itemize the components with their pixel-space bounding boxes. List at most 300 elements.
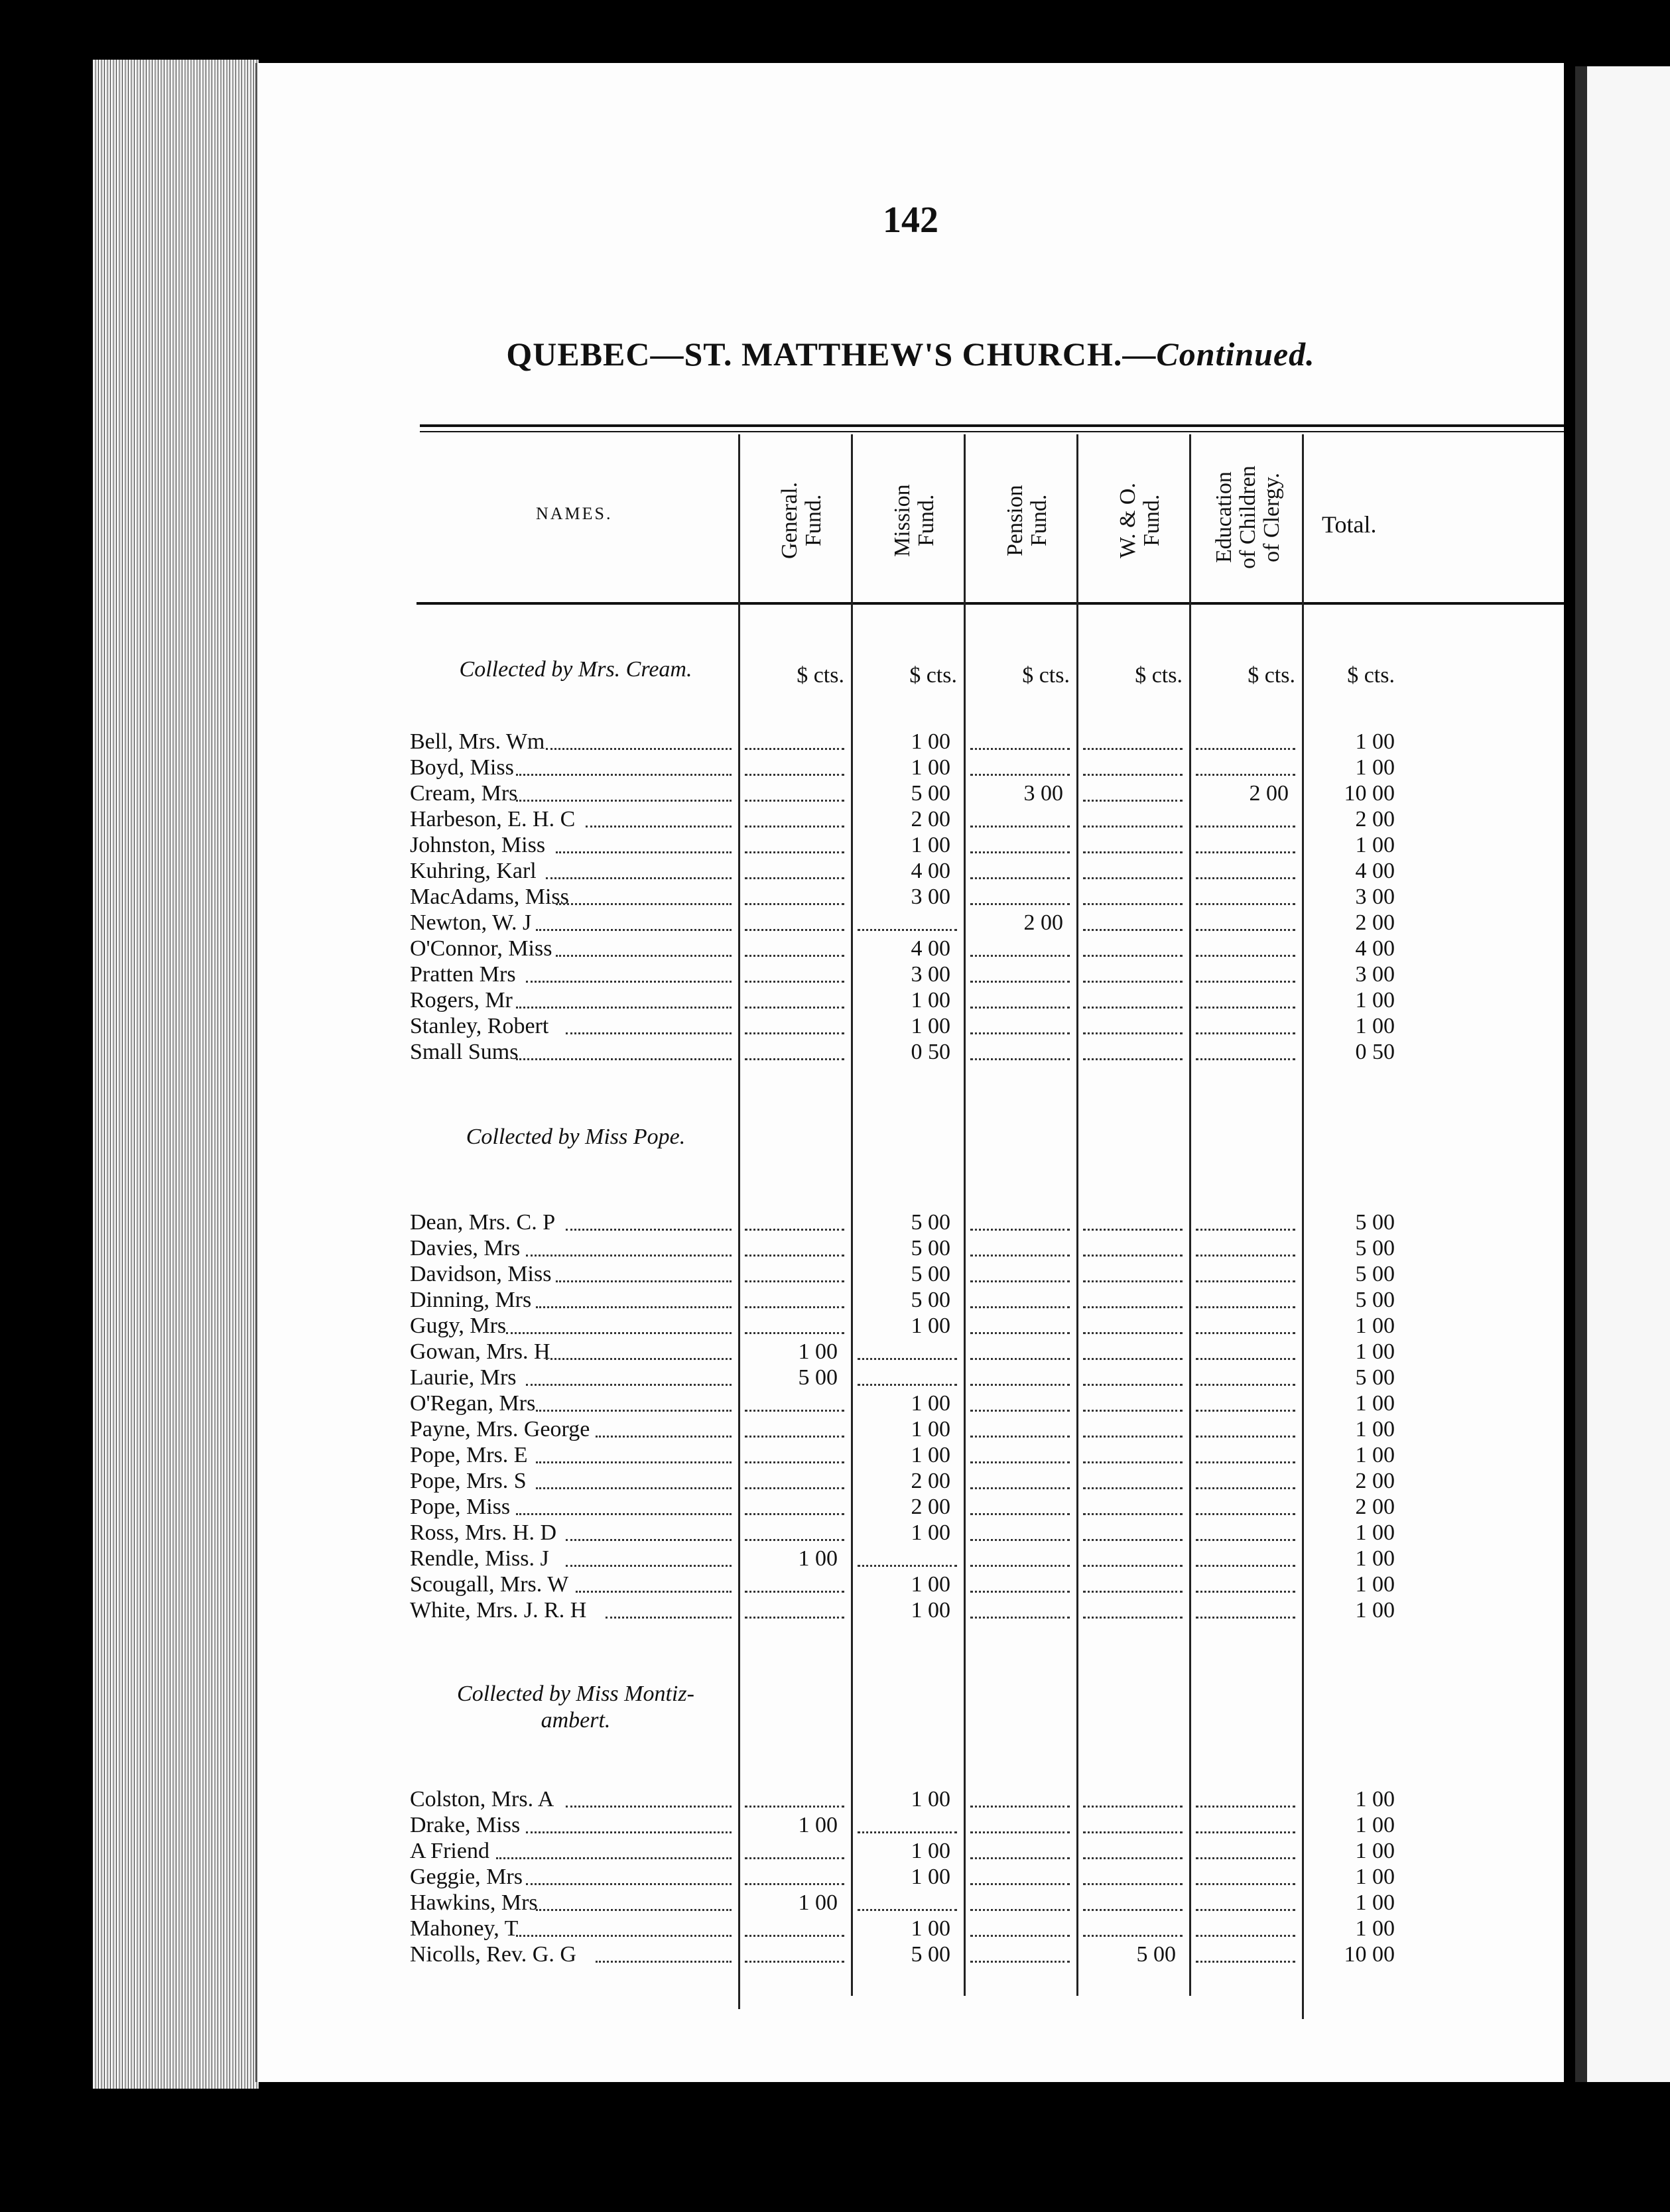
amount-mission: 5 00: [911, 1210, 950, 1235]
collector-label: Collected by Miss Pope.: [466, 1125, 686, 1149]
dot-leader: [745, 755, 844, 776]
contributor-name: Small Sums: [410, 1040, 519, 1064]
amount-mission: 4 00: [911, 859, 950, 883]
contributor-name: Colston, Mrs. A: [410, 1787, 554, 1812]
dot-leader: [745, 859, 844, 879]
dot-leader: [546, 1339, 732, 1360]
dot-leader: [536, 910, 732, 931]
dot-leader: [1083, 807, 1183, 828]
dot-leader: [1196, 1495, 1295, 1515]
dot-leader: [1083, 1391, 1183, 1412]
dot-leader: [586, 807, 732, 828]
dot-leader: [745, 1942, 844, 1963]
amount-total: 5 00: [1355, 1210, 1395, 1235]
dot-leader: [1083, 1865, 1183, 1885]
table-row: [257, 1014, 1564, 1039]
dot-leader: [745, 833, 844, 853]
dot-leader: [745, 1236, 844, 1257]
amount-mission: 1 00: [911, 1916, 950, 1941]
table-row: [257, 1262, 1564, 1287]
amount-total: 5 00: [1355, 1262, 1395, 1286]
table-row: [257, 1546, 1564, 1571]
dot-leader: [526, 1813, 732, 1833]
dot-leader: [1083, 910, 1183, 931]
contributor-name: Laurie, Mrs: [410, 1365, 517, 1390]
amount-mission: 2 00: [911, 1495, 950, 1519]
amount-mission: 2 00: [911, 807, 950, 831]
contributor-name: Boyd, Miss: [410, 755, 514, 780]
dot-leader: [1196, 1236, 1295, 1257]
amount-total: 1 00: [1355, 1572, 1395, 1597]
contributor-name: O'Connor, Miss: [410, 936, 552, 961]
amount-total: 2 00: [1355, 910, 1395, 935]
dot-leader: [566, 1014, 732, 1034]
dot-leader: [745, 729, 844, 750]
amount-total: 0 50: [1355, 1040, 1395, 1064]
dot-leader: [1083, 1365, 1183, 1386]
dot-leader: [1196, 1890, 1295, 1911]
amount-total: 1 00: [1355, 988, 1395, 1013]
dot-leader: [970, 1572, 1070, 1593]
amount-total: 1 00: [1355, 1546, 1395, 1571]
dot-leader: [1083, 962, 1183, 983]
amount-mission: 1 00: [911, 1417, 950, 1442]
contributor-name: Pope, Miss: [410, 1495, 511, 1519]
title-continued: Continued.: [1156, 336, 1315, 373]
dot-leader: [970, 1014, 1070, 1034]
amount-mission: 1 00: [911, 1787, 950, 1812]
dot-leader: [1083, 1495, 1183, 1515]
dot-leader: [1083, 1813, 1183, 1833]
amount-mission: 1 00: [911, 988, 950, 1013]
amount-total: 3 00: [1355, 885, 1395, 909]
amount-general: 1 00: [798, 1813, 838, 1837]
dot-leader: [516, 1916, 732, 1937]
dot-leader: [1083, 1598, 1183, 1619]
dot-leader: [745, 1314, 844, 1334]
dot-leader: [970, 1417, 1070, 1438]
dot-leader: [970, 1210, 1070, 1231]
dot-leader: [1196, 807, 1295, 828]
dot-leader: [1196, 1040, 1295, 1060]
dot-leader: [1083, 885, 1183, 905]
amount-wo: 5 00: [1136, 1942, 1176, 1967]
amount-mission: 1 00: [911, 1598, 950, 1623]
table-row: [257, 1210, 1564, 1235]
amount-mission: 1 00: [911, 1520, 950, 1545]
dot-leader: [1196, 1288, 1295, 1308]
table-row: [257, 1236, 1564, 1261]
table-row: [257, 1942, 1564, 1967]
amount-total: 1 00: [1355, 1014, 1395, 1038]
dot-leader: [1083, 755, 1183, 776]
amount-mission: 1 00: [911, 833, 950, 857]
dot-leader: [858, 1890, 957, 1911]
amount-mission: 0 50: [911, 1040, 950, 1064]
contributor-name: Ross, Mrs. H. D: [410, 1520, 557, 1545]
dot-leader: [970, 1813, 1070, 1833]
table-row: [257, 1391, 1564, 1416]
dot-leader: [970, 1443, 1070, 1463]
contributor-name: Davies, Mrs: [410, 1236, 521, 1260]
amount-total: 1 00: [1355, 1391, 1395, 1416]
table-row: [257, 1890, 1564, 1916]
dot-leader: [1196, 859, 1295, 879]
dot-leader: [1196, 1014, 1295, 1034]
dot-leader: [970, 1314, 1070, 1334]
dot-leader: [536, 1890, 732, 1911]
dot-leader: [536, 1391, 732, 1412]
amount-total: 5 00: [1355, 1288, 1395, 1312]
amount-total: 10 00: [1344, 781, 1395, 806]
dot-leader: [1083, 729, 1183, 750]
contributor-name: Johnston, Miss: [410, 833, 546, 857]
dot-leader: [606, 1598, 732, 1619]
dot-leader: [1196, 1865, 1295, 1885]
dot-leader: [516, 755, 732, 776]
header-mission-fund: Mission Fund.: [890, 484, 938, 557]
dot-leader: [970, 885, 1070, 905]
contributor-name: Dinning, Mrs: [410, 1288, 532, 1312]
dot-leader: [1083, 1787, 1183, 1808]
dot-leader: [970, 1916, 1070, 1937]
dot-leader: [970, 962, 1070, 983]
dot-leader: [536, 1443, 732, 1463]
amount-total: 1 00: [1355, 1865, 1395, 1889]
contributor-name: Pratten Mrs: [410, 962, 516, 987]
dot-leader: [745, 1520, 844, 1541]
amount-general: 1 00: [798, 1339, 838, 1364]
amount-mission: 1 00: [911, 1865, 950, 1889]
dot-leader: [1196, 1942, 1295, 1963]
header-pension-fund: Pension Fund.: [1003, 485, 1051, 556]
dot-leader: [858, 1365, 957, 1386]
amount-pension: 3 00: [1023, 781, 1063, 806]
dot-leader: [858, 1813, 957, 1833]
amount-pension: 2 00: [1023, 910, 1063, 935]
dot-leader: [970, 1839, 1070, 1859]
table-row: [257, 1865, 1564, 1890]
dot-leader: [745, 1443, 844, 1463]
dot-leader: [516, 988, 732, 1009]
dot-leader: [1083, 859, 1183, 879]
dot-leader: [745, 885, 844, 905]
dot-leader: [970, 1546, 1070, 1567]
amount-mission: 1 00: [911, 1014, 950, 1038]
table-row: [257, 988, 1564, 1013]
table-row: [257, 885, 1564, 910]
header-rule: [417, 602, 1564, 605]
dot-leader: [1196, 729, 1295, 750]
table-row: [257, 1314, 1564, 1339]
contributor-name: Payne, Mrs. George: [410, 1417, 590, 1442]
dot-leader: [970, 1236, 1070, 1257]
dot-leader: [745, 807, 844, 828]
table-row: [257, 1598, 1564, 1623]
amount-mission: 1 00: [911, 1443, 950, 1467]
dot-leader: [1083, 1916, 1183, 1937]
contributor-name: Pope, Mrs. E: [410, 1443, 528, 1467]
dot-leader: [1196, 1210, 1295, 1231]
facing-page-edge: [1575, 66, 1670, 2082]
title-main: QUEBEC—ST. MATTHEW'S CHURCH.—: [506, 336, 1157, 373]
amount-mission: 1 00: [911, 1839, 950, 1863]
amount-total: 4 00: [1355, 936, 1395, 961]
dot-leader: [526, 1236, 732, 1257]
table-row: [257, 807, 1564, 832]
dot-leader: [970, 1391, 1070, 1412]
amount-total: 1 00: [1355, 729, 1395, 754]
dot-leader: [546, 729, 732, 750]
contributor-name: Pope, Mrs. S: [410, 1469, 527, 1493]
dot-leader: [745, 1916, 844, 1937]
dot-leader: [745, 1262, 844, 1282]
amount-total: 1 00: [1355, 1339, 1395, 1364]
dot-leader: [566, 1546, 732, 1567]
dot-leader: [970, 1365, 1070, 1386]
amount-total: 1 00: [1355, 1839, 1395, 1863]
dot-leader: [566, 1787, 732, 1808]
table-row: [257, 1365, 1564, 1390]
amount-mission: 5 00: [911, 781, 950, 806]
dot-leader: [1083, 1040, 1183, 1060]
dot-leader: [1196, 1546, 1295, 1567]
contributor-name: Scougall, Mrs. W: [410, 1572, 569, 1597]
dot-leader: [1196, 1417, 1295, 1438]
amount-total: 2 00: [1355, 1495, 1395, 1519]
table-row: [257, 936, 1564, 961]
dot-leader: [1083, 1339, 1183, 1360]
table-row: [257, 1469, 1564, 1494]
dot-leader: [858, 1546, 957, 1567]
table-row: [257, 1443, 1564, 1468]
book-page-edges: [93, 60, 259, 2089]
dot-leader: [970, 859, 1070, 879]
dot-leader: [1083, 1520, 1183, 1541]
contributor-name: Cream, Mrs: [410, 781, 518, 806]
dot-leader: [970, 833, 1070, 853]
table-row: [257, 1839, 1564, 1864]
dot-leader: [546, 859, 732, 879]
collector-label: Collected by Miss Montiz- ambert.: [457, 1682, 694, 1733]
dot-leader: [1196, 1391, 1295, 1412]
dot-leader: [556, 1262, 732, 1282]
dot-leader: [745, 1210, 844, 1231]
top-rule: [420, 424, 1564, 427]
contributor-name: Nicolls, Rev. G. G: [410, 1942, 576, 1967]
table-row: [257, 962, 1564, 987]
contributor-name: Mahoney, T: [410, 1916, 519, 1941]
contributor-name: Harbeson, E. H. C: [410, 807, 576, 831]
amount-mission: 1 00: [911, 729, 950, 754]
dot-leader: [1083, 1443, 1183, 1463]
dot-leader: [1196, 936, 1295, 957]
dot-leader: [526, 1365, 732, 1386]
dot-leader: [566, 1520, 732, 1541]
amount-total: 1 00: [1355, 1520, 1395, 1545]
dot-leader: [745, 1288, 844, 1308]
dot-leader: [516, 781, 732, 802]
dot-leader: [970, 1942, 1070, 1963]
dot-leader: [745, 936, 844, 957]
dot-leader: [745, 1787, 844, 1808]
dot-leader: [1196, 1572, 1295, 1593]
table-row: [257, 1040, 1564, 1065]
dot-leader: [1083, 1262, 1183, 1282]
dot-leader: [970, 1495, 1070, 1515]
dot-leader: [745, 1469, 844, 1489]
contributor-name: Gugy, Mrs: [410, 1314, 507, 1338]
dot-leader: [1196, 1469, 1295, 1489]
dot-leader: [1083, 833, 1183, 853]
amount-total: 1 00: [1355, 1916, 1395, 1941]
dot-leader: [745, 1598, 844, 1619]
dot-leader: [1196, 1443, 1295, 1463]
dot-leader: [970, 988, 1070, 1009]
table-row: [257, 755, 1564, 780]
table-row: [257, 910, 1564, 936]
contributor-name: Hawkins, Mrs: [410, 1890, 538, 1915]
dot-leader: [970, 1288, 1070, 1308]
dot-leader: [1083, 1839, 1183, 1859]
dot-leader: [970, 1598, 1070, 1619]
amount-total: 1 00: [1355, 1443, 1395, 1467]
contributor-name: Rogers, Mr: [410, 988, 513, 1013]
amount-general: 1 00: [798, 1546, 838, 1571]
dot-leader: [556, 885, 732, 905]
dot-leader: [1083, 781, 1183, 802]
contributor-name: Davidson, Miss: [410, 1262, 552, 1286]
dot-leader: [970, 807, 1070, 828]
amount-mission: 5 00: [911, 1288, 950, 1312]
unit-label: $ cts.: [909, 663, 957, 688]
table-row: [257, 1916, 1564, 1941]
dot-leader: [556, 936, 732, 957]
dot-leader: [1083, 1288, 1183, 1308]
dot-leader: [1196, 1520, 1295, 1541]
dot-leader: [745, 988, 844, 1009]
dot-leader: [1196, 1787, 1295, 1808]
amount-education: 2 00: [1249, 781, 1289, 806]
amount-general: 1 00: [798, 1890, 838, 1915]
amount-total: 1 00: [1355, 1890, 1395, 1915]
unit-label: $ cts.: [1135, 663, 1183, 688]
header-wo-fund: W. & O. Fund.: [1116, 483, 1164, 558]
contributor-name: Dean, Mrs. C. P: [410, 1210, 556, 1235]
header-general-fund: General. Fund.: [777, 481, 826, 560]
table-row: [257, 1813, 1564, 1838]
dot-leader: [516, 1040, 732, 1060]
table-row: [257, 1572, 1564, 1597]
page-number: 142: [883, 200, 938, 241]
dot-leader: [1196, 885, 1295, 905]
table-row: [257, 1417, 1564, 1442]
amount-total: 5 00: [1355, 1236, 1395, 1260]
header-names: NAMES.: [536, 504, 613, 523]
dot-leader: [1196, 1839, 1295, 1859]
dot-leader: [1083, 1417, 1183, 1438]
dot-leader: [970, 729, 1070, 750]
contributor-name: O'Regan, Mrs: [410, 1391, 536, 1416]
dot-leader: [506, 1314, 732, 1334]
amount-mission: 1 00: [911, 1314, 950, 1338]
dot-leader: [745, 1865, 844, 1885]
dot-leader: [970, 1787, 1070, 1808]
amount-mission: 4 00: [911, 936, 950, 961]
amount-total: 10 00: [1344, 1942, 1395, 1967]
dot-leader: [526, 1865, 732, 1885]
table-row: [257, 1339, 1564, 1365]
dot-leader: [745, 1417, 844, 1438]
unit-label: $ cts.: [797, 663, 844, 688]
header-education-fund: Education of Children of Clergy.: [1212, 465, 1284, 569]
contributor-name: Gowan, Mrs. H: [410, 1339, 550, 1364]
dot-leader: [1083, 1210, 1183, 1231]
dot-leader: [970, 755, 1070, 776]
dot-leader: [1196, 1598, 1295, 1619]
table-row: [257, 781, 1564, 806]
dot-leader: [556, 833, 732, 853]
contributor-name: Drake, Miss: [410, 1813, 521, 1837]
amount-total: 1 00: [1355, 1787, 1395, 1812]
contributor-name: A Friend: [410, 1839, 489, 1863]
dot-leader: [536, 1469, 732, 1489]
dot-leader: [970, 1865, 1070, 1885]
amount-total: 1 00: [1355, 833, 1395, 857]
dot-leader: [1083, 988, 1183, 1009]
dot-leader: [1083, 1572, 1183, 1593]
dot-leader: [745, 781, 844, 802]
dot-leader: [1196, 988, 1295, 1009]
dot-leader: [745, 962, 844, 983]
amount-mission: 1 00: [911, 1572, 950, 1597]
dot-leader: [745, 1572, 844, 1593]
dot-leader: [1196, 755, 1295, 776]
amount-mission: 5 00: [911, 1942, 950, 1967]
table-row: [257, 859, 1564, 884]
dot-leader: [1196, 1262, 1295, 1282]
amount-total: 1 00: [1355, 1314, 1395, 1338]
amount-mission: 3 00: [911, 962, 950, 987]
contributor-name: Newton, W. J: [410, 910, 532, 935]
dot-leader: [516, 1495, 732, 1515]
dot-leader: [1196, 1916, 1295, 1937]
dot-leader: [1083, 1546, 1183, 1567]
dot-leader: [576, 1572, 732, 1593]
page-title: [257, 335, 1564, 373]
dot-leader: [1083, 1469, 1183, 1489]
dot-leader: [1196, 910, 1295, 931]
dot-leader: [1196, 1339, 1295, 1360]
dot-leader: [536, 1288, 732, 1308]
collector-label: Collected by Mrs. Cream.: [459, 657, 692, 682]
amount-total: 3 00: [1355, 962, 1395, 987]
table-row: [257, 1495, 1564, 1520]
dot-leader: [970, 1520, 1070, 1541]
dot-leader: [970, 936, 1070, 957]
dot-leader: [745, 1495, 844, 1515]
dot-leader: [970, 1339, 1070, 1360]
unit-label: $ cts.: [1022, 663, 1070, 688]
contributor-name: White, Mrs. J. R. H: [410, 1598, 587, 1623]
table-row: [257, 729, 1564, 755]
dot-leader: [1083, 936, 1183, 957]
amount-mission: 2 00: [911, 1469, 950, 1493]
amount-mission: 5 00: [911, 1262, 950, 1286]
contributor-name: Stanley, Robert: [410, 1014, 549, 1038]
dot-leader: [858, 1339, 957, 1360]
unit-label: $ cts.: [1347, 663, 1395, 688]
